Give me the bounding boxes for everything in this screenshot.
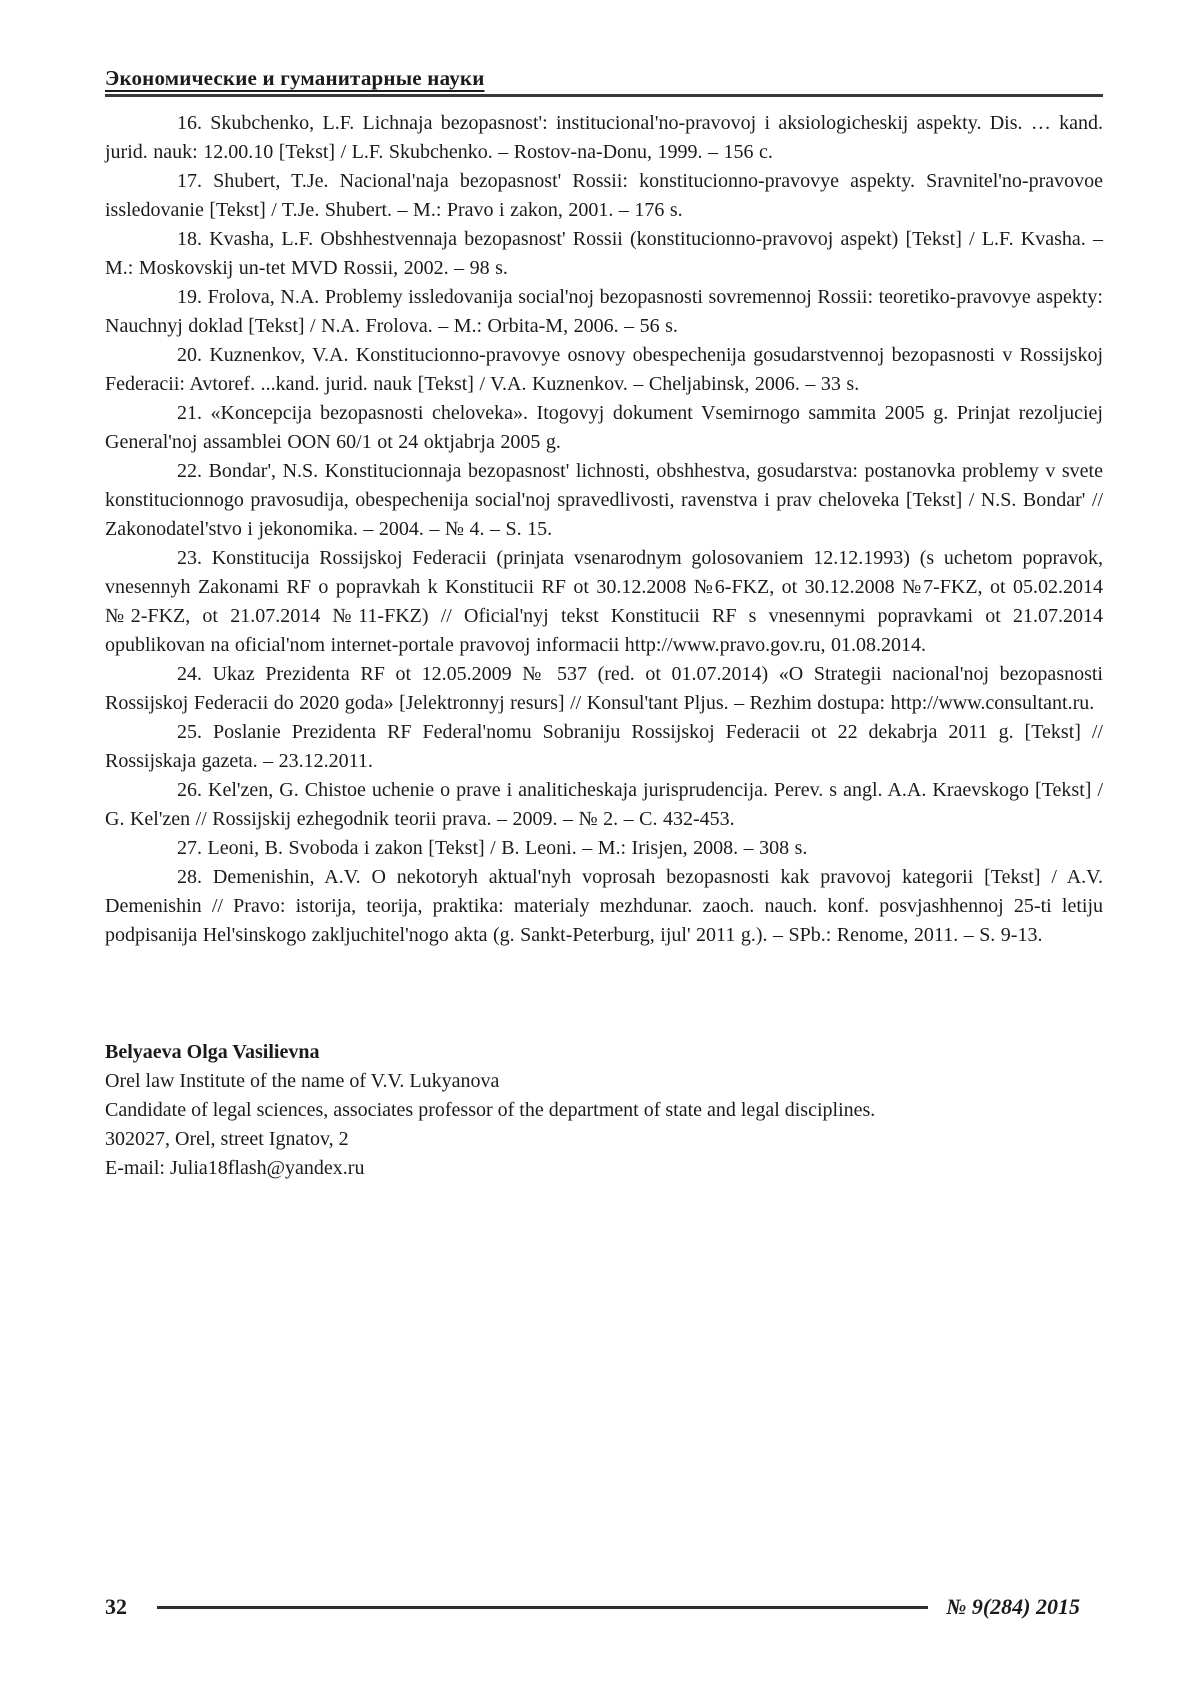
- author-position: Candidate of legal sciences, associates professor of the department of state and legal disciplines.: [105, 1099, 876, 1121]
- author-block: [105, 1038, 1103, 1183]
- page-footer: [105, 1594, 1080, 1620]
- author-name: Belyaeva Olga Vasilievna: [105, 1041, 320, 1063]
- reference-item: 28. Demenishin, A.V. O nekotoryh aktual'nyh voprosah bezopasnosti kak pravovoj kategorii [Tekst] / A.V. Demenishin // Pravo: istorija, teorija, praktika: materialy mezhdunar. zaoch. nauch. konf. posvjashhennoj 25-ti letiju podpisanija Hel'sinskogo zakljuchitel'nogo akta (g. Sankt-Peterburg, ijul' 2011 g.). – SPb.: Renome, 2011. – S. 9-13.: [105, 866, 1103, 946]
- reference-item: 24. Ukaz Prezidenta RF ot 12.05.2009 № 537 (red. ot 01.07.2014) «O Strategii nacional'noj bezopasnosti Rossijskoj Federacii do 2020 goda» [Jelektronnyj resurs] // Konsul'tant Pljus. – Rezhim dostupa: http://www.consultant.ru.: [105, 663, 1103, 714]
- reference-item: 21. «Koncepcija bezopasnosti cheloveka». Itogovyj dokument Vsemirnogo sammita 2005 g. Prinjat rezoljuciej General'noj assamblei OON 60/1 ot 24 oktjabrja 2005 g.: [105, 402, 1103, 453]
- reference-item: 20. Kuznenkov, V.A. Konstitucionno-pravovye osnovy obespechenija gosudarstvennoj bezopasnosti v Rossijskoj Federacii: Avtoref. ...kand. jurid. nauk [Tekst] / V.A. Kuznenkov. – Cheljabinsk, 2006. – 33 s.: [105, 344, 1103, 395]
- footer-rule: [157, 1606, 928, 1609]
- running-head-rule: [105, 66, 1103, 97]
- reference-item: 26. Kel'zen, G. Chistoe uchenie o prave i analiticheskaja jurisprudencija. Perev. s angl. A.A. Kraevskogo [Tekst] / G. Kel'zen // Rossijskij ezhegodnik teorii prava. – 2009. – № 2. – C. 432-453.: [105, 779, 1103, 830]
- author-email: E-mail: Julia18flash@yandex.ru: [105, 1157, 365, 1179]
- page-number: 32: [105, 1594, 127, 1619]
- running-head: Экономические и гуманитарные науки: [105, 66, 485, 90]
- reference-item: 16. Skubchenko, L.F. Lichnaja bezopasnost': institucional'no-pravovoj i aksiologicheskij aspekty. Dis. … kand. jurid. nauk: 12.00.10 [Tekst] / L.F. Skubchenko. – Rostov-na-Donu, 1999. – 156 c.: [105, 112, 1103, 163]
- page-content: [105, 66, 1103, 1183]
- reference-list: [105, 109, 1103, 950]
- reference-item: 19. Frolova, N.A. Problemy issledovanija social'noj bezopasnosti sovremennoj Rossii: teoretiko-pravovye aspekty: Nauchnyj doklad [Tekst] / N.A. Frolova. – M.: Orbita-M, 2006. – 56 s.: [105, 286, 1103, 337]
- author-affiliation: Orel law Institute of the name of V.V. Lukyanova: [105, 1070, 500, 1092]
- reference-item: 25. Poslanie Prezidenta RF Federal'nomu Sobraniju Rossijskoj Federacii ot 22 dekabrja 2011 g. [Tekst] // Rossijskaja gazeta. – 23.12.2011.: [105, 721, 1103, 772]
- reference-item: 27. Leoni, B. Svoboda i zakon [Tekst] / B. Leoni. – M.: Irisjen, 2008. – 308 s.: [177, 837, 808, 859]
- author-address: 302027, Orel, street Ignatov, 2: [105, 1128, 349, 1150]
- reference-item: 23. Konstitucija Rossijskoj Federacii (prinjata vsenarodnym golosovaniem 12.12.1993) (s uchetom popravok, vnesennyh Zakonami RF o popravkah k Konstitucii RF ot 30.12.2008 №6-FKZ, ot 30.12.2008 №7-FKZ, ot 05.02.2014 №2-FKZ, ot 21.07.2014 №11-FKZ) // Oficial'nyj tekst Konstitucii RF s vnesennymi popravkami ot 21.07.2014 opublikovan na oficial'nom internet-portale pravovoj informacii http://www.pravo.gov.ru, 01.08.2014.: [105, 547, 1103, 656]
- reference-item: 17. Shubert, T.Je. Nacional'naja bezopasnost' Rossii: konstitucionno-pravovye aspekty. Sravnitel'no-pravovoe issledovanie [Tekst] / T.Je. Shubert. – M.: Pravo i zakon, 2001. – 176 s.: [105, 170, 1103, 221]
- issue-label: № 9(284) 2015: [946, 1594, 1080, 1619]
- reference-item: 22. Bondar', N.S. Konstitucionnaja bezopasnost' lichnosti, obshhestva, gosudarstva: postanovka problemy v svete konstitucionnogo pravosudija, obespechenija social'noj spravedlivosti, ravenstva i prav cheloveka [Tekst] / N.S. Bondar' // Zakonodatel'stvo i jekonomika. – 2004. – № 4. – S. 15.: [105, 460, 1103, 540]
- reference-item: 18. Kvasha, L.F. Obshhestvennaja bezopasnost' Rossii (konstitucionno-pravovoj aspekt) [Tekst] / L.F. Kvasha. – M.: Moskovskij un-tet MVD Rossii, 2002. – 98 s.: [105, 228, 1103, 279]
